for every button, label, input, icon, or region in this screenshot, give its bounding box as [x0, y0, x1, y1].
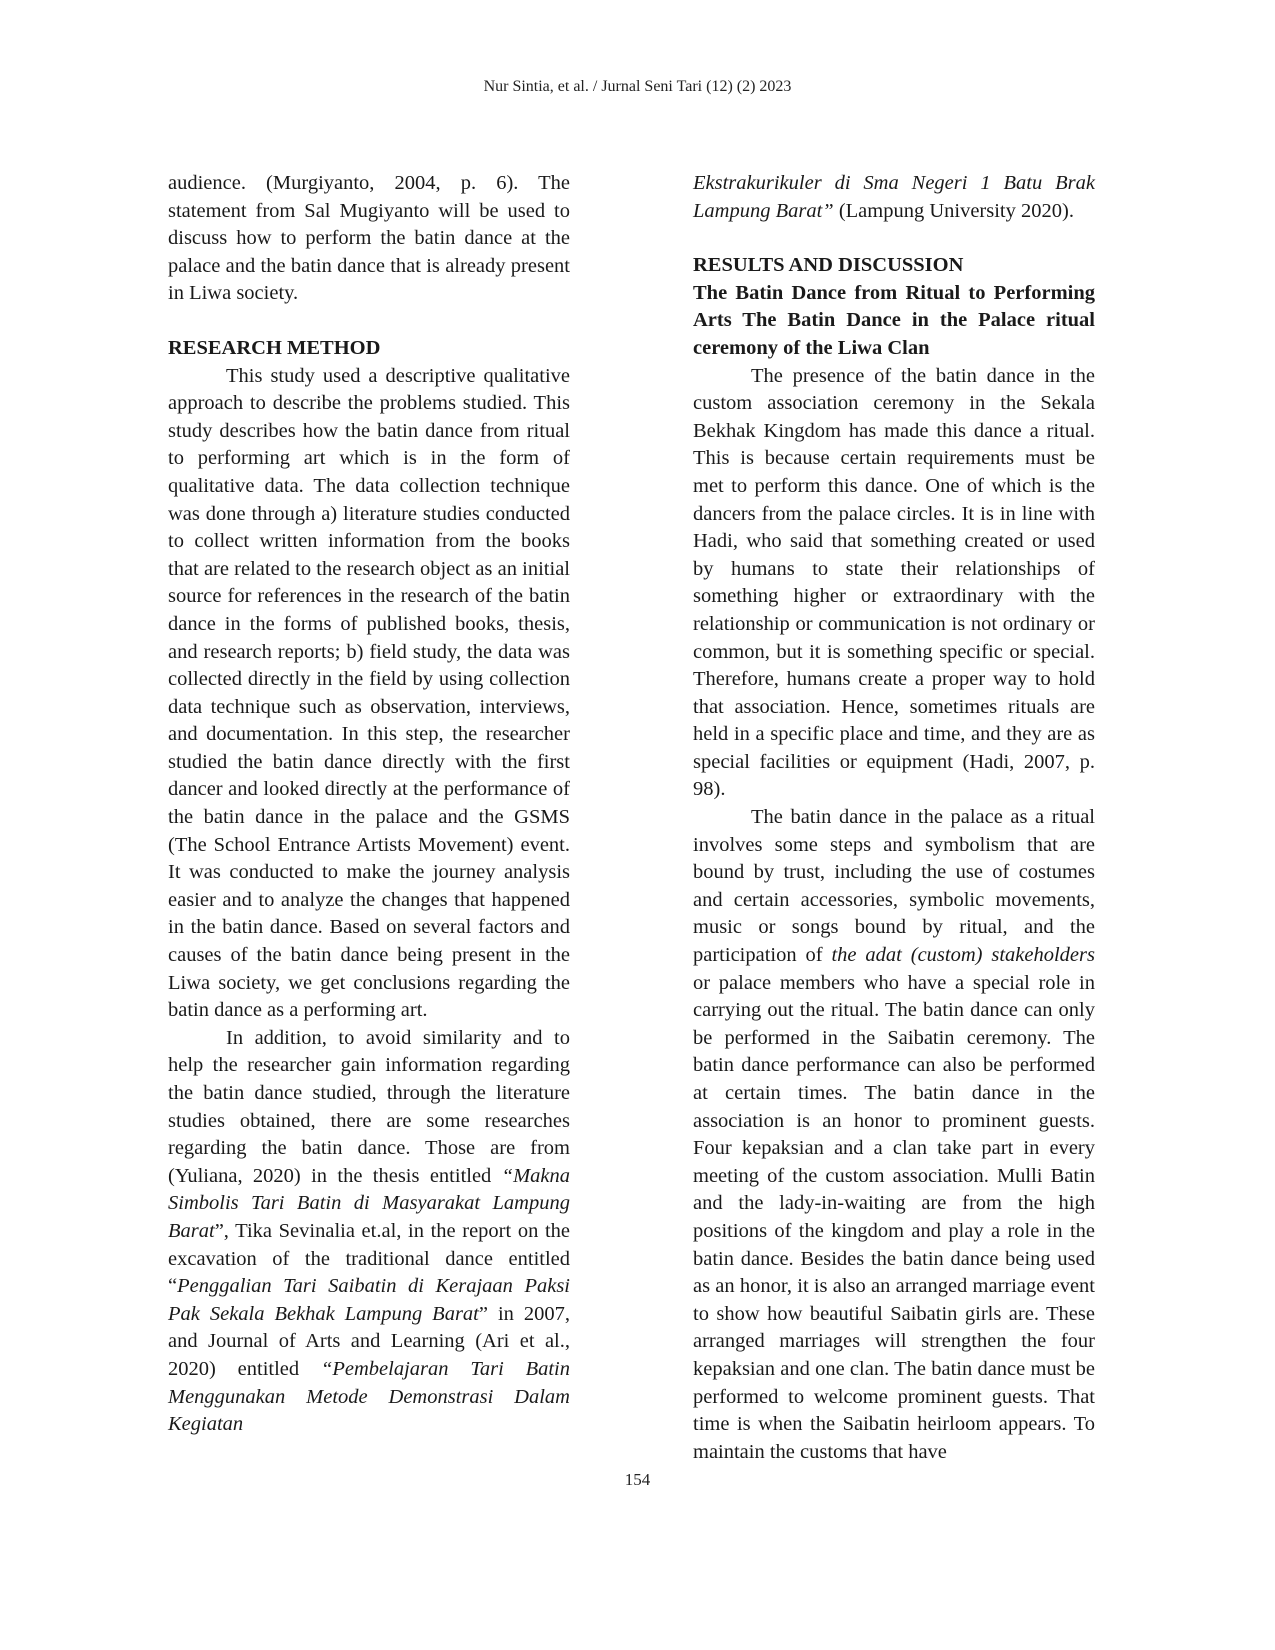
text-run: ” in 2007, and Journal of Arts and Learning (Ari et al., 2020) entitled [168, 1302, 571, 1380]
results-heading: RESULTS AND DISCUSSION [693, 254, 964, 277]
running-head: Nur Sintia, et al. / Jurnal Seni Tari (12) (2) 2023 [483, 78, 792, 95]
paragraph-results-2 [693, 804, 1095, 1466]
page-number: 154 [624, 1470, 651, 1489]
text-run: The batin dance in the palace as a ritual involves some steps and symbolism that are bound by trust, including the use of costumes and certain accessories, symbolic movements, music or songs bound by ritual, and the participation of [693, 806, 1095, 967]
research-method-heading: RESEARCH METHOD [168, 336, 381, 359]
text-run: (Lampung University 2020). [833, 199, 1074, 222]
paragraph-method-2 [168, 1025, 570, 1439]
paragraph-results-1: The presence of the batin dance in the custom association ceremony in the Sekala Bekhak Kingdom has made this dance a ritual. This is because certain requirements must be met to perform this dance. One of which is the dancers from the palace circles. It is in line with Hadi, who said that something created or used by humans to state their relationships of something higher or extraordinary with the relationship or communication is not ordinary or common, but it is something specific or special. Therefore, humans create a proper way to hold that association. Hence, sometimes rituals are held in a specific place and time, and they are as special facilities or equipment (Hadi, 2007, p. 98). [693, 364, 1095, 801]
paragraph-continuation [693, 170, 1095, 225]
section-subheading: The Batin Dance from Ritual to Performing Arts The Batin Dance in the Palace ritual ceremony of the Liwa Clan [693, 281, 1095, 359]
text-run: In addition, to avoid similarity and to help the researcher gain information regarding the batin dance studied, through the literature studies obtained, there are some researches regarding the batin dance. Those are from (Yuliana, 2020) in the thesis entitled [168, 1026, 570, 1187]
right-column [693, 170, 1095, 1466]
paragraph-intro: audience. (Murgiyanto, 2004, p. 6). The statement from Sal Mugiyanto will be used to discuss how to perform the batin dance at the palace and the batin dance that is already present in Liwa society. [168, 172, 570, 305]
text-run: or palace members who have a special role in carrying out the ritual. The batin dance can only be performed in the Saibatin ceremony. The batin dance performance can also be performed at certain times. The batin dance in the association is an honor to prominent guests. Four kepaksian and a clan take part in every meeting of the custom association. Mulli Batin and the lady-in-waiting are from the high positions of the kingdom and play a role in the batin dance. Besides the batin dance being used as an honor, it is also an arranged marriage event to show how beautiful Saibatin girls are. These arranged marriages will strengthen the four kepaksian and one clan. The batin dance must be performed to welcome prominent guests. That time is when the Saibatin heirloom appears. To maintain the customs that have [693, 971, 1095, 1463]
paragraph-method-1: This study used a descriptive qualitative approach to describe the problems studied. This study describes how the batin dance from ritual to performing art which is in the form of qualitative data. The data collection technique was done through a) literature studies conducted to collect written information from the books that are related to the research object as an initial source for references in the research of the batin dance in the forms of published books, thesis, and research reports; b) field study, the data was collected directly in the field by using collection data technique such as observation, interviews, and documentation. In this step, the researcher studied the batin dance directly with the first dancer and looked directly at the performance of the batin dance in the palace and the GSMS (The School Entrance Artists Movement) event. It was conducted to make the journey analysis easier and to analyze the changes that happened in the batin dance. Based on several factors and causes of the batin dance being present in the Liwa society, we get conclusions regarding the batin dance as a performing art. [168, 364, 570, 1022]
emphasis-stakeholders: the adat (custom) stakeholders [831, 944, 1095, 967]
report-title: Penggalian Tari Saibatin di Kerajaan Paksi Pak Sekala Bekhak Lampung Barat [168, 1275, 570, 1325]
journal-title: “Pembelajaran Tari Batin Menggunakan Metode Demonstrasi Dalam Kegiatan [168, 1357, 570, 1436]
left-column [168, 170, 570, 1439]
thesis-title: “Makna Simbolis Tari Batin di Masyarakat Lampung Barat [168, 1164, 570, 1242]
text-run: ”, Tika Sevinalia et.al, in the report on the excavation of the traditional dance entitled “ [168, 1219, 570, 1298]
journal-title-continued: Ekstrakurikuler di Sma Negeri 1 Batu Brak Lampung Barat” [693, 172, 1095, 222]
